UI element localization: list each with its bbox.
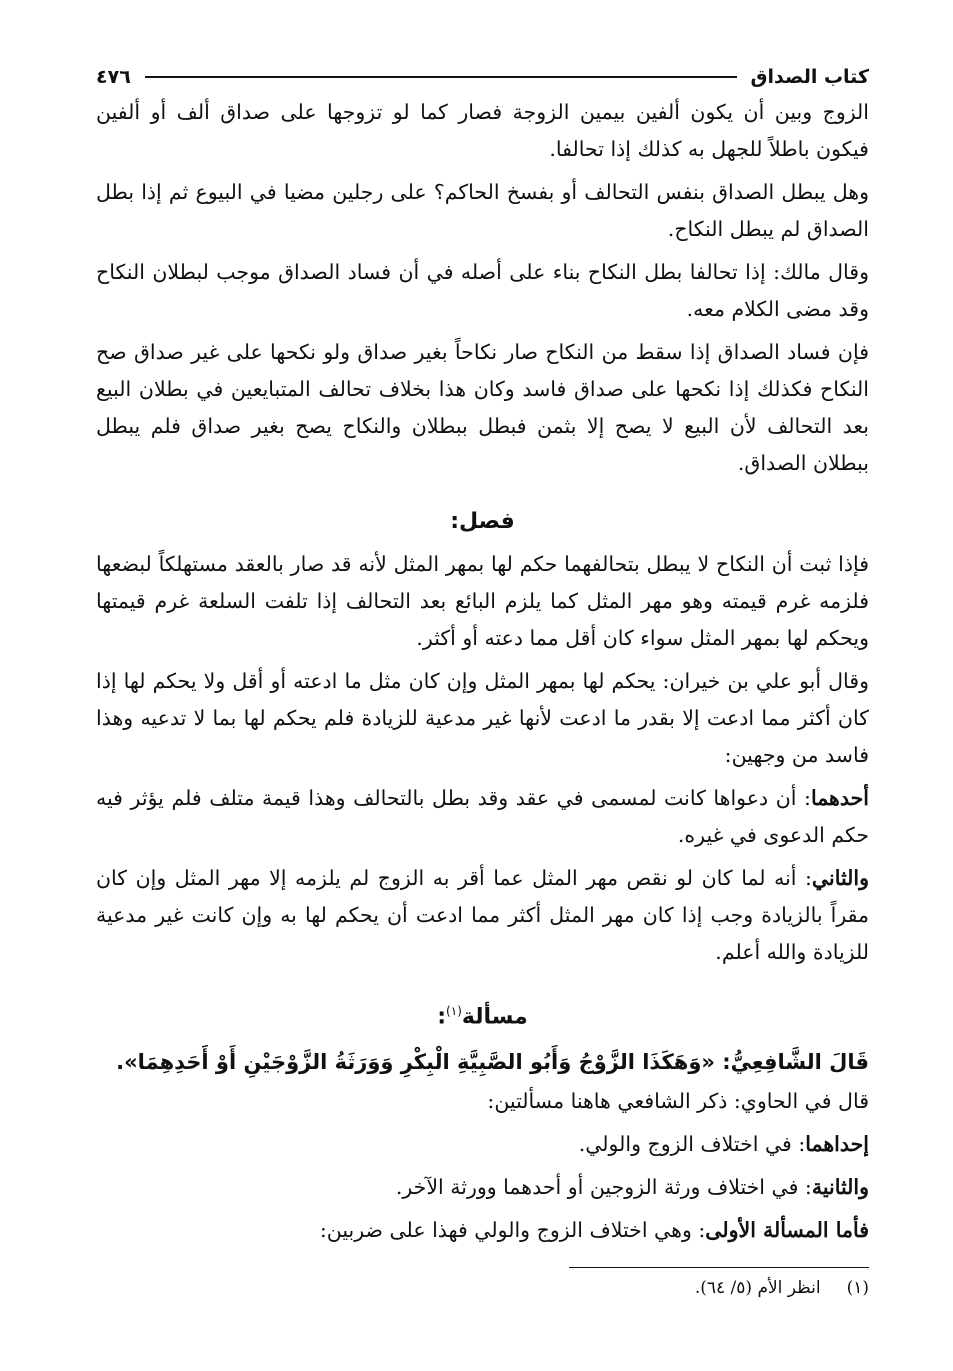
point-term: والثانية (811, 1175, 869, 1200)
page-number: ٤٧٦ (96, 66, 131, 88)
footnote-text: انظر الأم (٥/ ٦٤). (694, 1278, 821, 1299)
point-text: : في اختلاف ورثة الزوجين أو أحدهما وورثة الآخر. (395, 1175, 812, 1200)
point-paragraph (96, 1212, 869, 1249)
point-paragraph (96, 780, 869, 854)
paragraph: فإذا ثبت أن النكاح لا يبطل بتحالفهما حكم لها بمهر المثل لأنه قد صار بالعقد مستهلكاً لبضعها فلزمه غرم قيمته وهو مهر المثل كما يلزم البائع بعد التحالف إذا تلفت السلعة غرم قيمتها ويحكم لها بمهر المثل سواء كان أقل مما دعته أو أكثر. (96, 552, 869, 650)
paragraph: الزوج وبين أن يكون ألفين بيمين الزوجة فصار كما لو تزوجها على صداق ألف أو ألفين فيكون باطلاً للجهل به كذلك إذا تحالفا. (96, 100, 869, 161)
paragraph: وهل يبطل الصداق بنفس التحالف أو بفسخ الحاكم؟ على رجلين مضيا في البيوع ثم إذا بطل الصداق لم يبطل النكاح. (96, 180, 869, 241)
point-term: فأما المسألة الأولى (705, 1218, 869, 1243)
shafii-quote: قَالَ الشَّافِعِيُّ: «وَهَكَذَا الزَّوْجُ وَأَبُو الصَّبِيَّةِ الْبِكْرِ وَوَرَثَةُ الزَّوْجَيْنِ أَوْ أَحَدِهِمَا». (116, 1050, 869, 1075)
point-paragraph (96, 860, 869, 971)
fasl-heading: فصل: (450, 509, 515, 534)
point-text: : وهي اختلاف الزوج والولي فهذا على ضربين: (319, 1218, 706, 1243)
running-head (96, 60, 869, 94)
footnote-number: (١) (846, 1278, 869, 1299)
point-term: إحداهما (805, 1132, 869, 1157)
masala-heading (96, 991, 869, 1037)
paragraph: وقال أبو علي بن خيران: يحكم لها بمهر المثل وإن كان مثل ما ادعته أو أقل ولا يحكم لها إذا كان أكثر مما ادعت إلا بقدر ما ادعت لأنها غير مدعية للزيادة فلم يحكم لها بما لا تدعيه وهذا فاسد من وجهين: (96, 669, 869, 767)
point-text: : أن دعواها كانت لمسمى في عقد وقد بطل بالتحالف وهذا قيمة متلف فلم يؤثر فيه حكم الدعوى في غيره. (96, 786, 869, 847)
masala-title: مسألة (461, 1004, 528, 1030)
header-rule (145, 76, 737, 78)
point-text: : في اختلاف الزوج والولي. (578, 1132, 806, 1157)
point-term: والثاني (811, 866, 869, 890)
paragraph: وقال مالك: إذا تحالفا بطل النكاح بناء على أصله في أن فساد الصداق موجب لبطلان النكاح وقد مضى الكلام معه. (96, 260, 869, 321)
footnote-rule (569, 1267, 869, 1268)
point-term: أحدهما (810, 786, 869, 810)
paragraph: قال في الحاوي: ذكر الشافعي هاهنا مسألتين: (487, 1089, 869, 1114)
point-text: : أنه لما كان لو نقص مهر المثل عما أقر به الزوج لم يلزمه إلا مهر المثل وإن كان مقراً بالزيادة وجب إذا كان مهر المثل أكثر مما ادعت أن يحكم لها به وإن كانت غير مدعية للزيادة والله أعلم. (96, 866, 869, 964)
footnote (96, 1274, 869, 1302)
masala-title-suffix: : (437, 1004, 447, 1030)
point-paragraph (96, 1169, 869, 1206)
chapter-title: كتاب الصداق (750, 66, 869, 88)
point-paragraph (96, 1126, 869, 1163)
paragraph: فإن فساد الصداق إذا سقط من النكاح صار نكاحاً بغير صداق ولو نكحها على غير صداق صح النكاح فكذلك إذا نكحها على صداق فاسد وكان هذا بخلاف تحالف المتبايعين في بطلان البيع بعد التحالف لأن البيع لا يصح إلا بثمن فبطل ببطلان والنكاح يصح بغير صداق فلم يبطل ببطلان الصداق. (96, 340, 869, 475)
footnote-marker[interactable]: (١) (446, 1004, 462, 1018)
book-page (96, 60, 869, 1302)
